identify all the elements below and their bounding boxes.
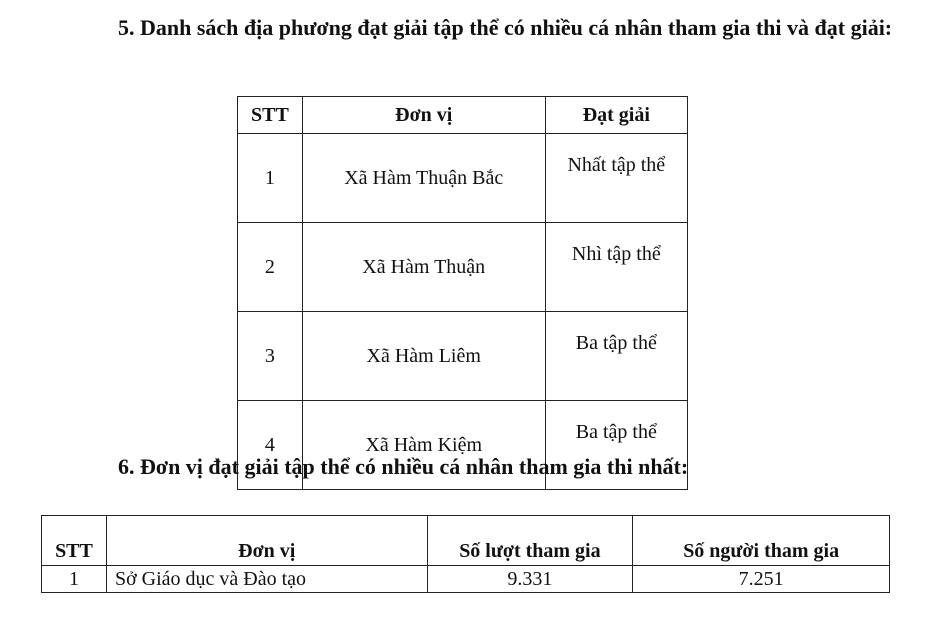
header-stt: STT (42, 516, 107, 566)
cell-participants: 7.251 (633, 566, 890, 593)
cell-unit: Xã Hàm Thuận (302, 223, 545, 312)
cell-unit: Xã Hàm Kiệm (302, 401, 545, 490)
cell-award: Ba tập thể (545, 401, 687, 490)
cell-award: Nhất tập thể (545, 134, 687, 223)
header-participations: Số lượt tham gia (427, 516, 633, 566)
table-row (42, 566, 890, 593)
section-6-heading: 6. Đơn vị đạt giải tập thể có nhiều cá nhân tham gia thi nhất: (118, 454, 689, 479)
table-header-row (42, 516, 890, 566)
cell-award: Ba tập thể (545, 312, 687, 401)
table-row (238, 134, 688, 223)
cell-stt: 1 (42, 566, 107, 593)
header-stt: STT (238, 97, 303, 134)
cell-stt: 2 (238, 223, 303, 312)
cell-unit: Xã Hàm Thuận Bắc (302, 134, 545, 223)
table-row (238, 223, 688, 312)
table-row (238, 312, 688, 401)
section-5-heading: 5. Danh sách địa phương đạt giải tập thể có nhiều cá nhân tham gia thi và đạt giải: (118, 15, 893, 40)
cell-award: Nhì tập thể (545, 223, 687, 312)
cell-unit: Sở Giáo dục và Đào tạo (106, 566, 427, 593)
header-award: Đạt giải (545, 97, 687, 134)
cell-stt: 1 (238, 134, 303, 223)
cell-stt: 4 (238, 401, 303, 490)
participation-table (41, 515, 890, 593)
cell-participations: 9.331 (427, 566, 633, 593)
awards-table (237, 96, 688, 490)
header-unit: Đơn vị (302, 97, 545, 134)
cell-unit: Xã Hàm Liêm (302, 312, 545, 401)
cell-stt: 3 (238, 312, 303, 401)
header-participants: Số người tham gia (633, 516, 890, 566)
header-unit: Đơn vị (106, 516, 427, 566)
table-header-row (238, 97, 688, 134)
